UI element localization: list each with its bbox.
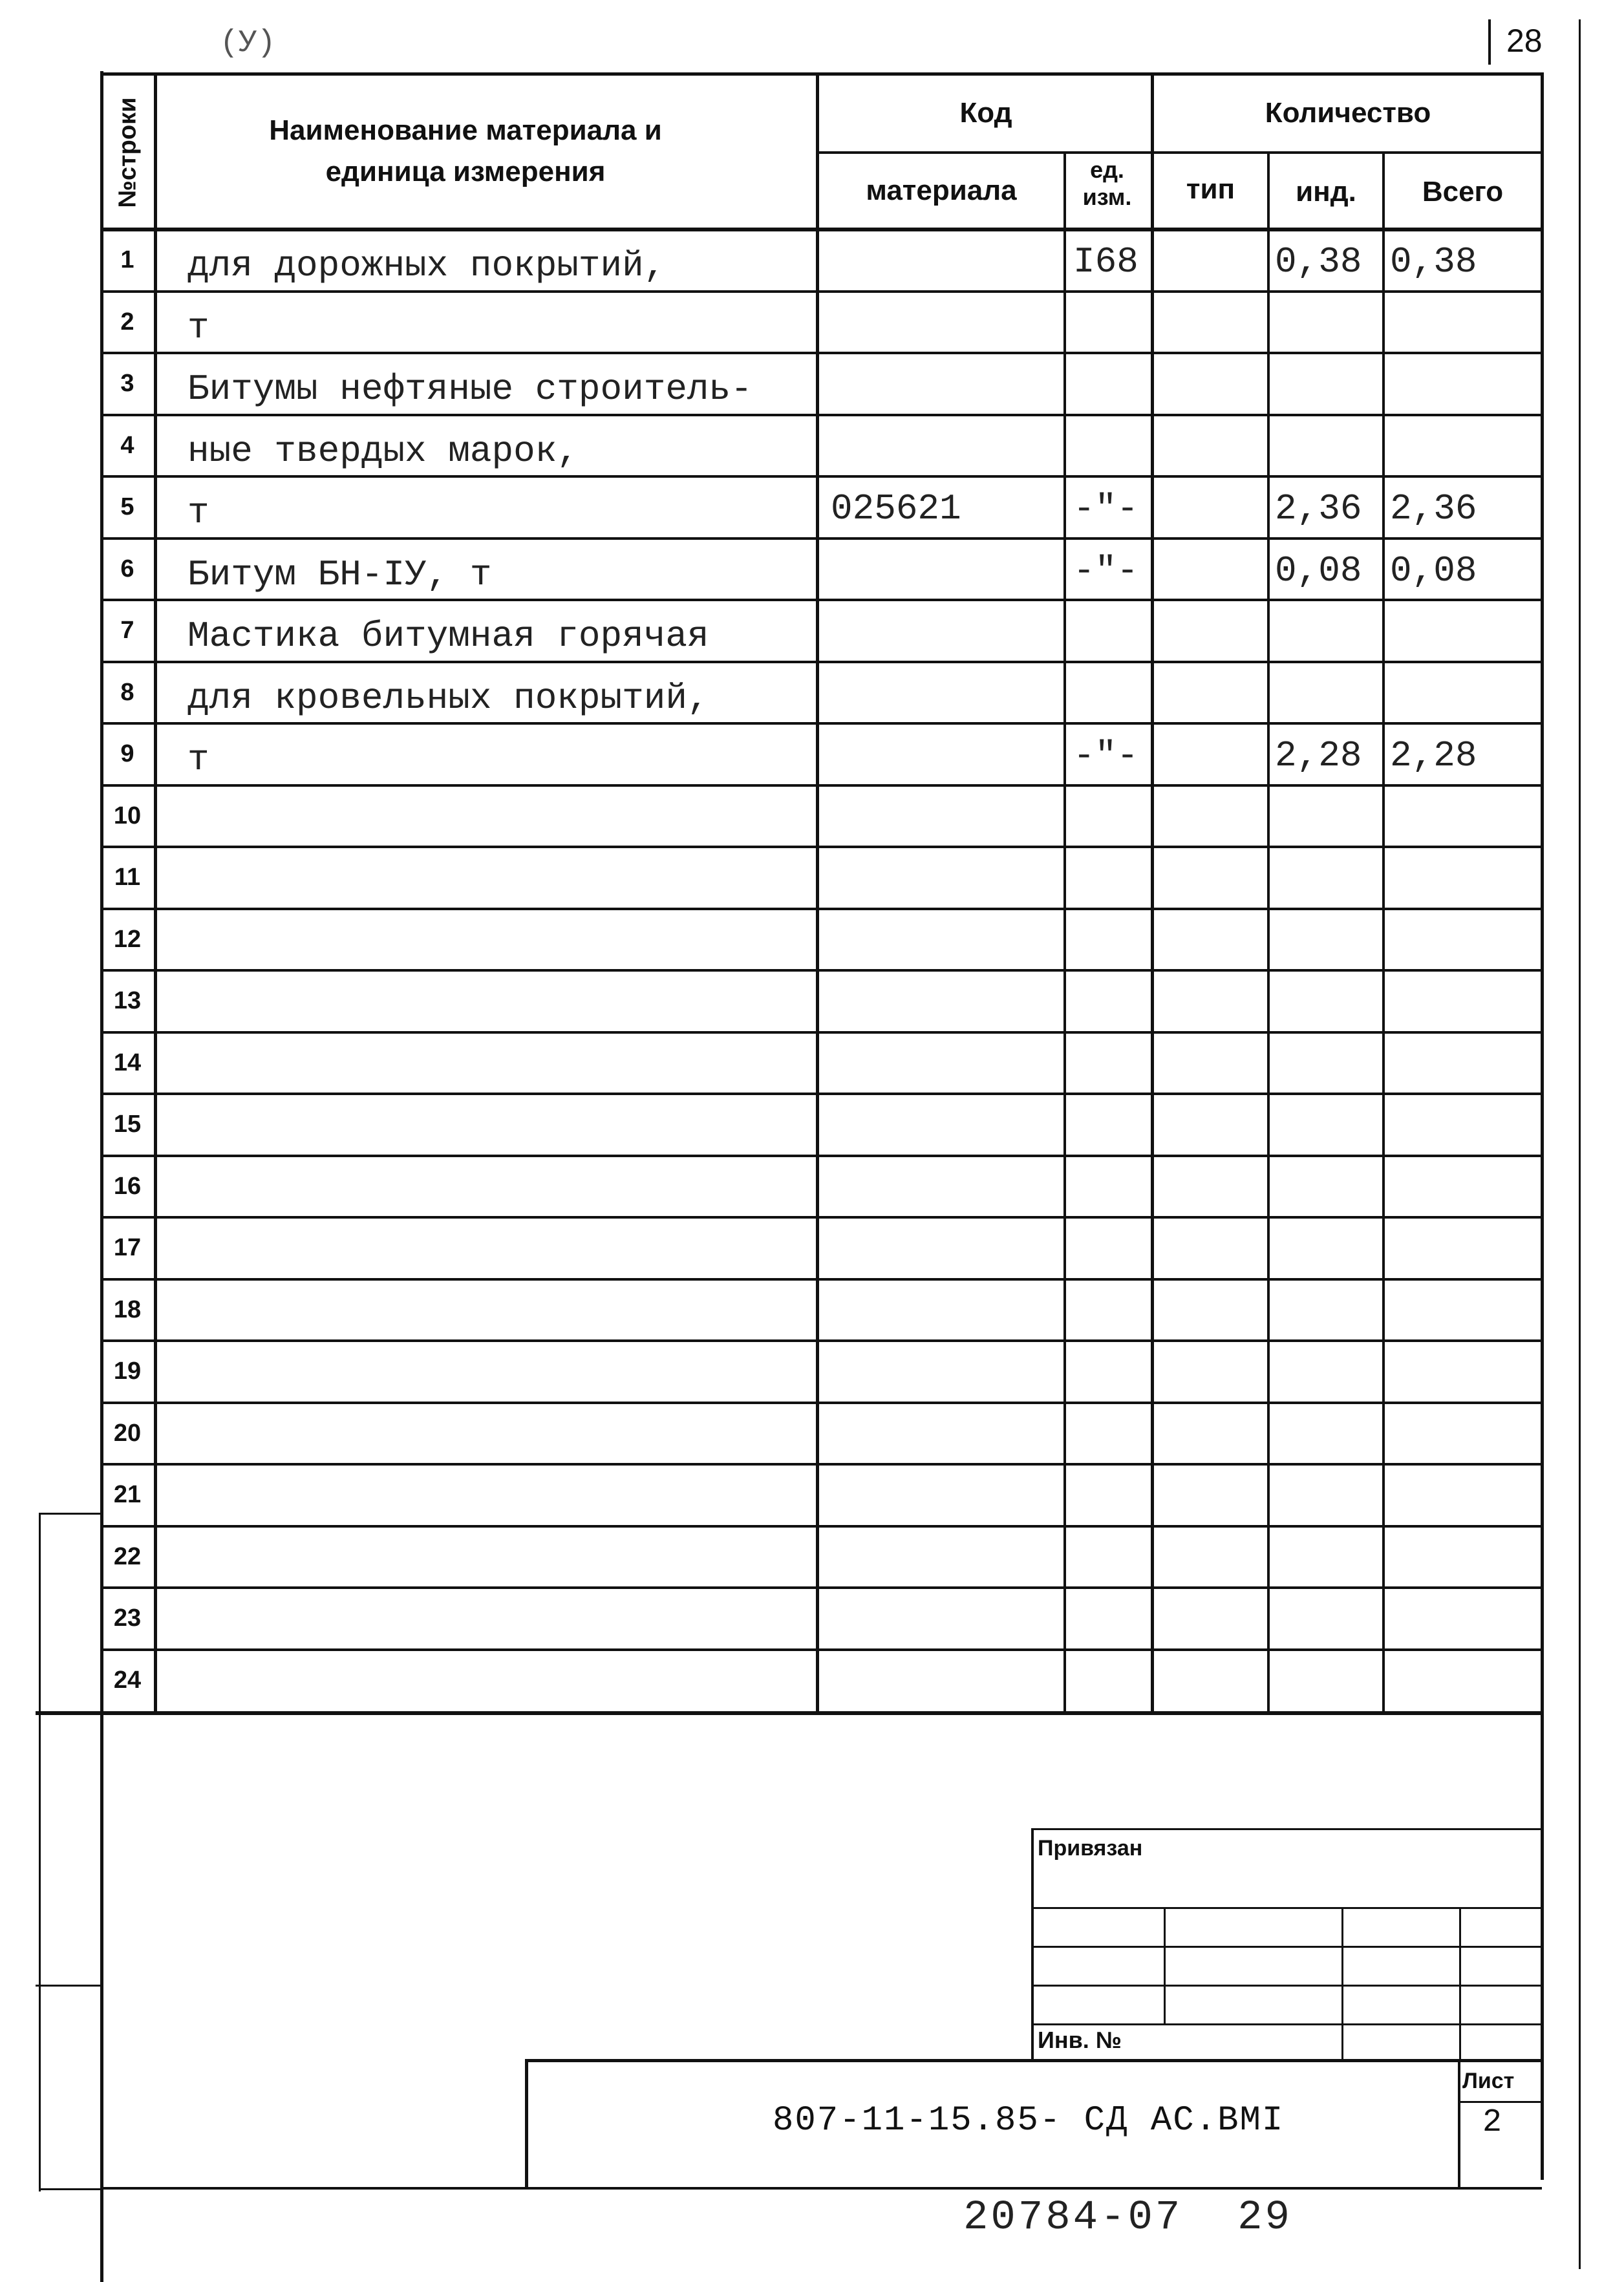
row-number: 17 xyxy=(113,1234,142,1261)
header-material-name: Наименование материала и единица измерения xyxy=(269,114,662,187)
row-number: 20 xyxy=(113,1419,142,1447)
qty-ind: 2,28 xyxy=(1275,735,1362,776)
row-number: 19 xyxy=(113,1358,142,1385)
row-divider xyxy=(100,661,1542,663)
qty-ind: 0,38 xyxy=(1275,241,1362,283)
table-top-border xyxy=(100,72,1542,76)
row-number: 7 xyxy=(120,617,134,644)
row-divider xyxy=(100,414,1542,416)
row-divider xyxy=(100,1463,1542,1466)
binding-strip-bottom xyxy=(39,2188,102,2190)
stamp-line-2 xyxy=(1031,1946,1542,1948)
col-line-ind xyxy=(1382,153,1385,1713)
stamp-line-3 xyxy=(1031,1985,1542,1987)
header-row-number: №строки xyxy=(114,97,142,208)
header-sub-divider xyxy=(818,151,1542,154)
binding-strip-outer xyxy=(39,1513,41,2191)
title-block-bottom xyxy=(100,2187,1542,2190)
stamp-col-3 xyxy=(1459,1907,1461,2062)
row-divider xyxy=(100,290,1542,293)
col-line-code xyxy=(1063,153,1066,1713)
row-divider xyxy=(100,1216,1542,1219)
material-name: Мастика битумная горячая xyxy=(187,615,709,657)
unit-code: -"- xyxy=(1073,735,1138,776)
stamp-line-4 xyxy=(1031,2023,1542,2025)
qty-total: 2,36 xyxy=(1390,488,1477,529)
qty-ind: 0,08 xyxy=(1275,549,1362,592)
top-mark: (У) xyxy=(220,26,276,61)
archive-number: 20784-07 29 xyxy=(963,2195,1292,2241)
row-number: 1 xyxy=(120,246,134,273)
stamp-col-2 xyxy=(1341,1907,1343,2062)
doc-code: 807-11-15.85- СД АС.ВМI xyxy=(773,2101,1285,2140)
title-block-left xyxy=(525,2059,528,2188)
row-number: 16 xyxy=(113,1172,142,1200)
sheet-cell-divider xyxy=(1458,2101,1542,2103)
stamp-line-1 xyxy=(1031,1907,1542,1909)
table-right-border xyxy=(1541,72,1544,2180)
row-divider xyxy=(100,846,1542,848)
material-code: 025621 xyxy=(831,488,961,529)
page-number-divider xyxy=(1488,19,1491,65)
row-divider xyxy=(100,1031,1542,1034)
sheet-number: 2 xyxy=(1482,2104,1502,2141)
row-divider xyxy=(100,1586,1542,1589)
row-number: 24 xyxy=(113,1666,142,1694)
row-number: 5 xyxy=(120,493,134,520)
row-number: 13 xyxy=(113,987,142,1014)
row-number: 10 xyxy=(113,802,142,829)
header-bottom-border xyxy=(100,228,1542,231)
material-name: для дорожных покрытий, xyxy=(187,245,666,286)
right-margin-line xyxy=(1579,19,1581,2269)
col-line-rownum xyxy=(154,72,157,1713)
stamp-bound-top xyxy=(1031,1828,1542,1830)
row-divider xyxy=(100,1525,1542,1528)
row-divider xyxy=(100,1093,1542,1095)
row-number: 23 xyxy=(113,1605,142,1632)
col-line-name xyxy=(816,72,819,1713)
row-divider xyxy=(100,599,1542,601)
title-block-top xyxy=(525,2059,1542,2062)
sheet-label: Лист xyxy=(1462,2069,1515,2093)
table-bottom-border xyxy=(36,1711,1542,1715)
binding-strip-top xyxy=(39,1513,102,1515)
inv-label: Инв. № xyxy=(1038,2027,1122,2053)
page-number: 28 xyxy=(1506,23,1543,59)
row-number: 9 xyxy=(120,740,134,767)
material-name: ные твердых марок, xyxy=(187,430,579,472)
material-name: т xyxy=(187,492,209,533)
row-divider xyxy=(100,784,1542,787)
row-divider xyxy=(100,969,1542,972)
unit-code: I68 xyxy=(1073,241,1138,283)
stamp-col-1 xyxy=(1164,1907,1166,2023)
unit-code: -"- xyxy=(1073,488,1138,529)
row-divider xyxy=(100,1339,1542,1342)
row-number: 21 xyxy=(113,1481,142,1508)
header-qty-type: тип xyxy=(1186,173,1235,205)
header-unit: ед. изм. xyxy=(1082,156,1132,210)
qty-total: 0,38 xyxy=(1390,241,1477,283)
row-divider xyxy=(100,352,1542,354)
header-qty-ind: инд. xyxy=(1296,176,1356,208)
row-number: 11 xyxy=(114,864,141,891)
row-number: 22 xyxy=(113,1542,142,1570)
material-name: Битум БН-IУ, т xyxy=(187,553,492,595)
row-divider xyxy=(100,722,1542,725)
bound-label: Привязан xyxy=(1038,1836,1143,1861)
row-number: 3 xyxy=(120,370,134,397)
row-divider xyxy=(100,475,1542,478)
material-name: т xyxy=(187,739,209,780)
row-number: 18 xyxy=(113,1296,142,1323)
row-number: 2 xyxy=(120,308,134,336)
row-divider xyxy=(100,1648,1542,1651)
material-name: т xyxy=(187,306,209,348)
material-name: для кровельных покрытий, xyxy=(187,677,709,719)
row-divider xyxy=(100,1402,1542,1404)
row-number: 6 xyxy=(120,555,134,582)
material-name: Битумы нефтяные строитель- xyxy=(187,368,753,410)
qty-total: 2,28 xyxy=(1390,735,1477,776)
row-divider xyxy=(100,1155,1542,1157)
row-number: 4 xyxy=(120,431,134,459)
stamp-left-line xyxy=(1031,1828,1034,2061)
row-divider xyxy=(100,908,1542,910)
row-divider xyxy=(100,537,1542,540)
binding-strip-mid2 xyxy=(36,1985,102,1987)
qty-ind: 2,36 xyxy=(1275,488,1362,529)
header-code-material: материала xyxy=(866,175,1017,206)
row-divider xyxy=(100,1278,1542,1281)
header-qty-total: Всего xyxy=(1422,176,1504,208)
header-code: Код xyxy=(959,97,1012,129)
row-number: 15 xyxy=(113,1111,142,1138)
row-number: 8 xyxy=(120,678,134,706)
sheet-cell-left xyxy=(1458,2059,1460,2188)
row-number: 12 xyxy=(113,925,142,953)
col-line-type xyxy=(1267,153,1270,1713)
header-quantity: Количество xyxy=(1265,97,1431,129)
row-number: 14 xyxy=(113,1049,142,1076)
unit-code: -"- xyxy=(1073,549,1138,592)
col-line-unit xyxy=(1151,72,1154,1713)
qty-total: 0,08 xyxy=(1390,549,1477,592)
